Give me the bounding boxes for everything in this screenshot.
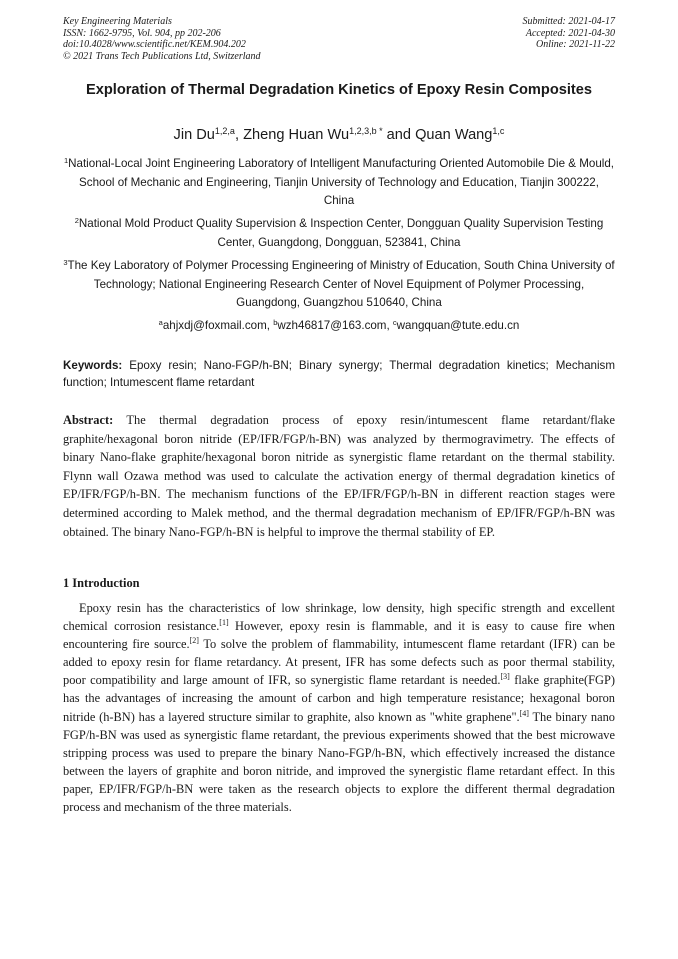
email-list (63, 317, 615, 336)
paragraph-text: The binary nano FGP/h-BN was used as synergistic flame retardant, the previous experiments showed that the best microwave stripping process was used to prepare the binary Nano-FGP/h-BN, which effectively increased the distance between the layers of graphite and boron nitride, and improved the synergistic flame retardant effect. In this paper, EP/IFR/FGP/h-BN were taken as the research objects to explore the different thermal degradation process and mechanism of the three materials. (63, 709, 615, 815)
paper-title: Exploration of Thermal Degradation Kinetics of Epoxy Resin Composites (86, 82, 592, 98)
email-mark: c (392, 318, 397, 327)
submitted-date: Submitted: 2021-04-17 (522, 16, 615, 27)
paragraph-text: flake graphite(FGP) has the advantages of increasing the amount of carbon and high temperature resistance; hexagonal boron nitride (h-BN) has a layered structure similar to graphite, also known as "white graphene". (63, 673, 615, 724)
affiliation-text: The Key Laboratory of Polymer Processing Engineering of Ministry of Education, South China University of Technology; National Engineering Research Center of Novel Equipment of Polymer Processing, Guangdong, Guangzhou 510640, China (67, 259, 615, 310)
keywords-label: Keywords: (63, 359, 123, 372)
email-separator: , (266, 319, 274, 332)
copyright-line: © 2021 Trans Tech Publications Ltd, Switzerland (63, 50, 261, 62)
email-separator: , (386, 319, 393, 332)
email-mark: a (158, 318, 163, 327)
journal-name: Key Engineering Materials (63, 16, 172, 27)
citation-ref[interactable]: [1] (219, 618, 229, 628)
accepted-date: Accepted: 2021-04-30 (525, 27, 615, 39)
affiliation-number: 2 (74, 216, 79, 225)
introduction-paragraph (63, 599, 615, 816)
affiliation-number: 1 (63, 156, 69, 165)
author-name: Jin Du (173, 127, 215, 143)
journal-header (63, 16, 261, 62)
author-affiliation-mark: 1,c (492, 126, 505, 136)
affiliation-text: National Mold Product Quality Supervision & Inspection Center, Dongguan Quality Supervision Testing Center, Guangdong, Dongguan, 523841, China (78, 217, 604, 249)
email-link[interactable]: ahjxdj@foxmail.com (162, 319, 267, 332)
author-name: Quan Wang (415, 127, 493, 143)
affiliation-3 (63, 257, 615, 313)
author-list (63, 125, 615, 145)
citation-ref[interactable]: [4] (519, 708, 529, 718)
citation-ref[interactable]: [2] (189, 636, 199, 646)
author-separator: and (382, 127, 416, 143)
affiliation-1 (63, 155, 615, 211)
author-affiliation-mark: 1,2,3,b * (349, 126, 383, 136)
keywords-text: Epoxy resin; Nano-FGP/h-BN; Binary synergy; Thermal degradation kinetics; Mechanism function; Intumescent flame retardant (63, 359, 615, 390)
paragraph-text: However, epoxy resin is flammable, and it is easy to cause fire when encountering fire source. (63, 619, 615, 652)
email-link[interactable]: wangquan@tute.edu.cn (396, 319, 520, 332)
affiliation-number: 3 (63, 258, 68, 267)
abstract-text: The thermal degradation process of epoxy resin/intumescent flame retardant/flake graphite/hexagonal boron nitride (EP/IFR/FGP/h-BN) was analyzed by thermogravimetry. The effects of binary Nano-flake graphite/hexagonal boron nitride as synergistic flame retardant on the thermal stability. Flynn wall Ozawa method was used to calculate the activation energy of thermal degradation kinetics of EP/IFR/FGP/h-BN. The mechanism functions of the EP/IFR/FGP/h-BN in different reaction stages were determined according to Malek method, and the thermal degradation mechanism of EP/IFR/FGP/h-BN was obtained. The binary Nano-FGP/h-BN is helpful to improve the thermal stability of EP. (63, 413, 615, 539)
author-affiliation-mark: 1,2,a (214, 126, 235, 136)
email-mark: b (273, 318, 278, 327)
affiliation-text: National-Local Joint Engineering Laboratory of Intelligent Manufacturing Oriented Automobile Die & Mould, School of Mechanic and Engineering, Tianjin University of Technology and Education, Tianjin 300222, China (68, 157, 615, 208)
dates-header (523, 16, 616, 51)
issn-line: ISSN: 1662-9795, Vol. 904, pp 202-206 (63, 27, 221, 39)
abstract-label: Abstract: (63, 413, 114, 427)
author-name: Zheng Huan Wu (243, 127, 350, 143)
section-heading-introduction: 1 Introduction (63, 576, 140, 590)
email-link[interactable]: wzh46817@163.com (277, 319, 387, 332)
keywords-block (63, 357, 615, 392)
abstract-block (63, 411, 615, 541)
paragraph-text: Epoxy resin has the characteristics of low shrinkage, low density, high specific strength and excellent chemical corrosion resistance. (63, 601, 615, 634)
doi-line: doi:10.4028/www.scientific.net/KEM.904.202 (63, 39, 246, 51)
citation-ref[interactable]: [3] (500, 672, 510, 682)
paragraph-text: To solve the problem of flammability, intumescent flame retardant (IFR) can be added to epoxy resin for flame retardancy. At present, IFR has some defects such as poor thermal stability, poor compatibility and large amount of IFR, so synergistic flame retardant is needed. (63, 637, 615, 688)
online-date: Online: 2021-11-22 (536, 39, 615, 51)
affiliation-2 (63, 215, 615, 252)
author-separator: , (234, 127, 244, 143)
